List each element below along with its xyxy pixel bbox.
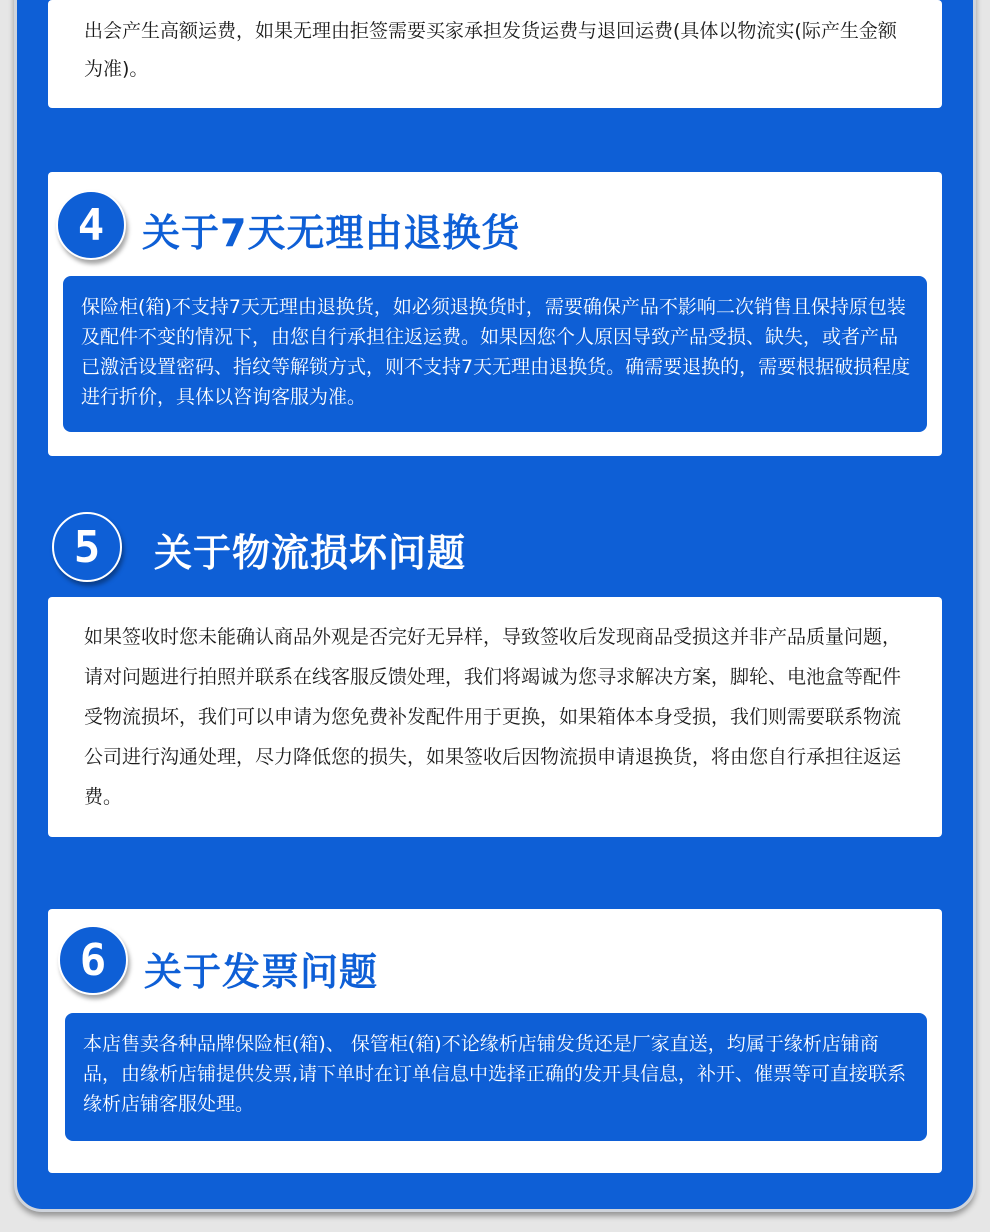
section-3-card bbox=[48, 0, 942, 108]
section-6-number-badge bbox=[58, 925, 128, 995]
section-6-card bbox=[48, 909, 942, 1173]
section-4-number-badge bbox=[56, 190, 126, 260]
section-4-body: 保险柜(箱)不支持7天无理由退换货，如必须退换货时，需要确保产品不影响二次销售且保持原包装及配件不变的情况下，由您自行承担往返运费。如果因您个人原因导致产品受损、缺失，或者产品已激活设置密码、指纹等解锁方式，则不支持7天无理由退换货。确需要退换的，需要根据破损程度进行折价，具体以咨询客服为准。 bbox=[81, 296, 911, 408]
section-6-body-box bbox=[65, 1013, 927, 1141]
section-5-body: 如果签收时您未能确认商品外观是否完好无异样，导致签收后发现商品受损这并非产品质量问题，请对问题进行拍照并联系在线客服反馈处理，我们将竭诚为您寻求解决方案，脚轮、电池盒等配件受物流损坏，我们可以申请为您免费补发配件用于更换，如果箱体本身受损，我们则需要联系物流公司进行沟通处理，尽力降低您的损失，如果签收后因物流损申请退换货，将由您自行承担往返运费。 bbox=[84, 626, 902, 808]
section-5-number-badge bbox=[52, 512, 122, 582]
section-6-body: 本店售卖各种品牌保险柜(箱)、 保管柜(箱)不论缘析店铺发货还是厂家直送，均属于缘析店铺商品，由缘析店铺提供发票,请下单时在订单信息中选择正确的发开具信息，补开、催票等可直接联系缘析店铺客服处理。 bbox=[83, 1033, 907, 1115]
section-4-number: 4 bbox=[77, 199, 105, 251]
section-5-title: 关于物流损坏问题 bbox=[154, 531, 467, 575]
section-6-title: 关于发票问题 bbox=[144, 950, 379, 994]
section-4-title: 关于7天无理由退换货 bbox=[142, 211, 521, 255]
section-5-card bbox=[48, 597, 942, 837]
section-4-card bbox=[48, 172, 942, 456]
section-5-number: 5 bbox=[73, 521, 101, 573]
section-4-body-box bbox=[63, 276, 927, 432]
section-6-number: 6 bbox=[79, 934, 107, 986]
section-3-tail-text: 出会产生高额运费，如果无理由拒签需要买家承担发货运费与退回运费(具体以物流实(际产生金额为准)。 bbox=[84, 20, 897, 80]
